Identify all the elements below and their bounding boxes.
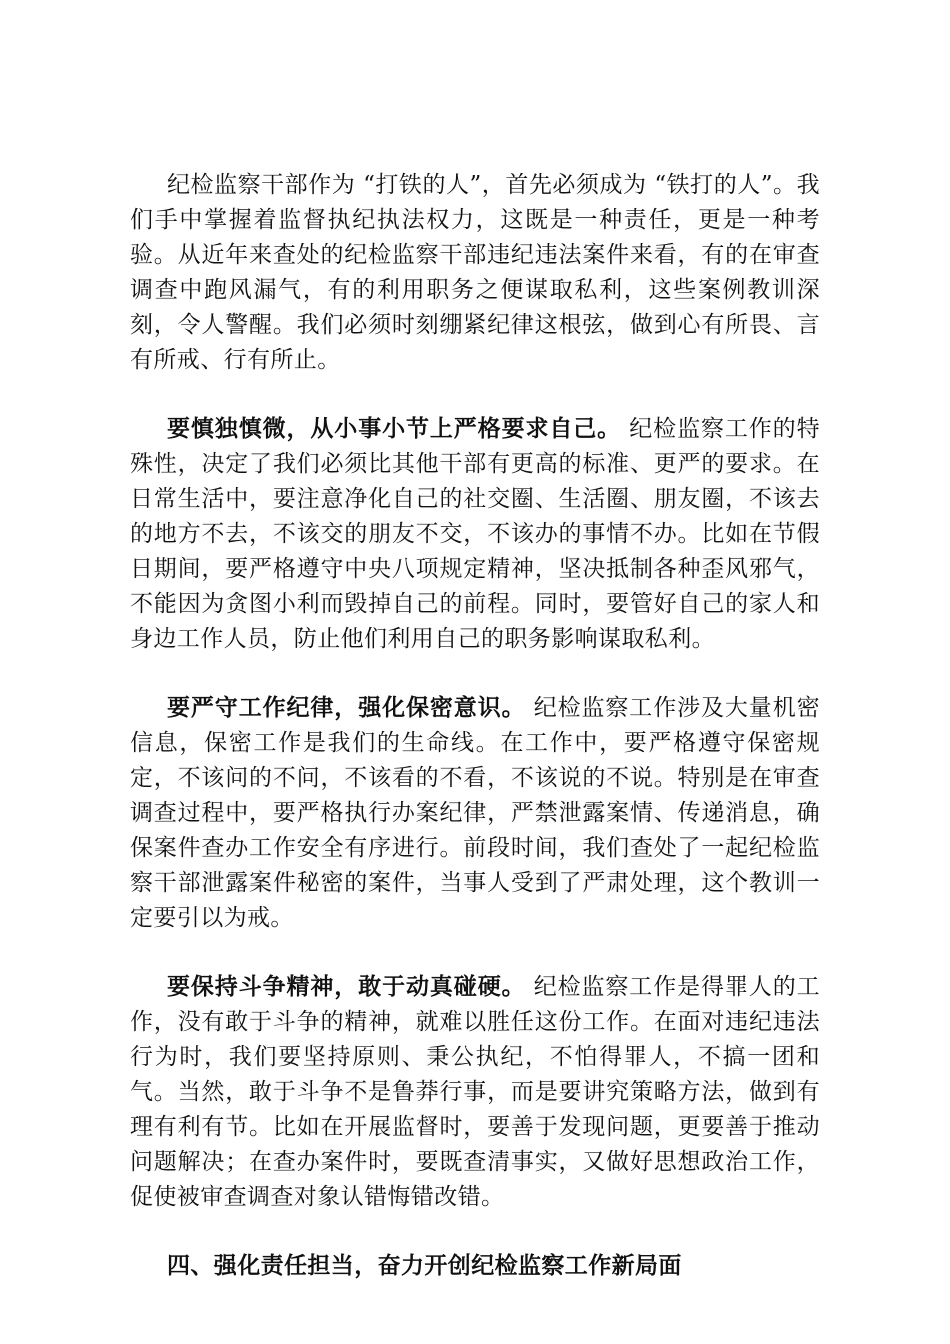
paragraph-3-text: 纪检监察工作涉及大量机密信息，保密工作是我们的生命线。在工作中，要严格遵守保密规定，不该问的不问，不该看的不看，不该说的不说。特别是在审查调查过程中，要严格执行办案纪律，严禁泄露案情、传递消息，确保案件查办工作安全有序进行。前段时间，我们查处了一起纪检监察干部泄露案件秘密的案件，当事人受到了严肃处理，这个教训一定要引以为戒。 — [130, 695, 821, 931]
paragraph-2 — [130, 412, 820, 657]
paragraph-4-text: 纪检监察工作是得罪人的工作，没有敢于斗争的精神，就难以胜任这份工作。在面对违纪违法行为时，我们要坚持原则、秉公执纪，不怕得罪人，不搞一团和气。当然，敢于斗争不是鲁莽行事，而是要讲究策略方法，做到有理有利有节。比如在开展监督时，要善于发现问题，更要善于推动问题解决；在查办案件时，要既查清事实，又做好思想政治工作，促使被审查调查对象认错悔错改错。 — [130, 974, 821, 1210]
paragraph-4-lead: 要保持斗争精神，敢于动真碰硬。 — [167, 974, 526, 1000]
paragraph-2-lead: 要慎独慎微，从小事小节上严格要求自己。 — [167, 416, 622, 442]
paragraph-1 — [130, 168, 820, 378]
paragraph-4 — [130, 970, 820, 1215]
section-heading: 四、强化责任担当，奋力开创纪检监察工作新局面 — [167, 1253, 682, 1279]
paragraph-2-text: 纪检监察工作的特殊性，决定了我们必须比其他干部有更高的标准、更严的要求。在日常生活中，要注意净化自己的社交圈、生活圈、朋友圈，不该去的地方不去，不该交的朋友不交，不该办的事情不办。比如在节假日期间，要严格遵守中央八项规定精神，坚决抵制各种歪风邪气，不能因为贪图小利而毁掉自己的前程。同时，要管好自己的家人和身边工作人员，防止他们利用自己的职务影响谋取私利。 — [130, 416, 820, 652]
document-body — [130, 168, 820, 1284]
paragraph-3 — [130, 691, 820, 936]
paragraph-3-lead: 要严守工作纪律，强化保密意识。 — [167, 695, 526, 721]
paragraph-1-text: 纪检监察干部作为 “打铁的人”，首先必须成为 “铁打的人”。我们手中掌握着监督执纪执法权力，这既是一种责任，更是一种考验。从近年来查处的纪检监察干部违纪违法案件来看，有的在审查调查中跑风漏气，有的利用职务之便谋取私利，这些案例教训深刻，令人警醒。我们必须时刻绷紧纪律这根弦，做到心有所畏、言有所戒、行有所止。 — [130, 172, 820, 373]
